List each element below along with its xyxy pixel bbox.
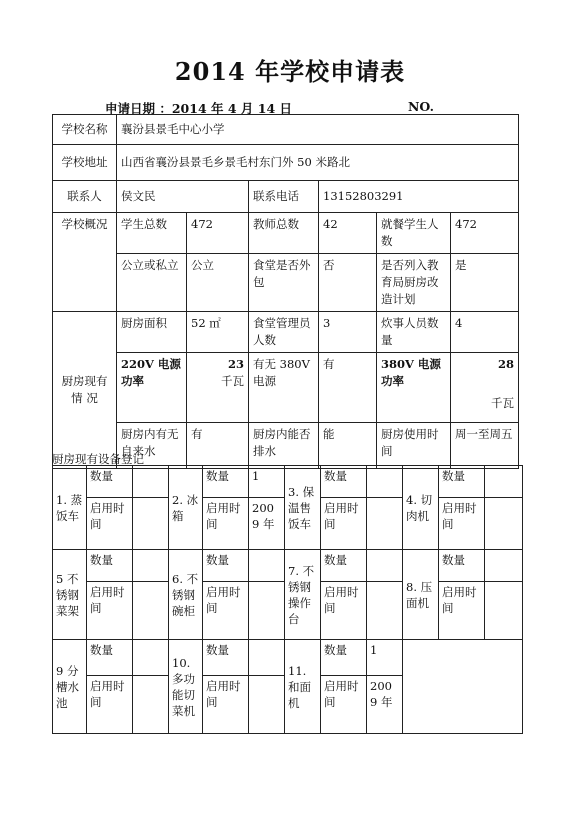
- power380-cell: [451, 353, 519, 423]
- start-label: 启用时间: [321, 582, 367, 640]
- start-label: 启用时间: [87, 676, 133, 734]
- students-label: 学生总数: [117, 213, 187, 254]
- power220-label-text: 220V 电源功率: [121, 357, 181, 388]
- qty-value: [133, 466, 169, 498]
- school-address-label: 学校地址: [53, 145, 117, 181]
- cooks-value: 4: [451, 312, 519, 353]
- equipment-name: 9 分槽水池: [53, 640, 87, 734]
- area-label: 厨房面积: [117, 312, 187, 353]
- equipment-name: 2. 冰箱: [169, 466, 203, 550]
- power380-value: 28: [497, 357, 514, 371]
- qty-label: 数量: [203, 550, 249, 582]
- qty-value: [485, 466, 523, 498]
- qty-value: [249, 640, 285, 676]
- qty-value: [367, 550, 403, 582]
- phone-label: 联系电话: [249, 181, 319, 213]
- usage-value: 周一至周五: [451, 423, 519, 469]
- start-label: 启用时间: [321, 498, 367, 550]
- qty-value: [133, 640, 169, 676]
- usage-label: 厨房使用时间: [377, 423, 451, 469]
- qty-label: 数量: [203, 640, 249, 676]
- date-value: 2014 年 4 月 14 日: [171, 101, 293, 116]
- date-label: 申请日期 ：: [105, 101, 172, 116]
- start-value: [133, 498, 169, 550]
- dining-label: 就餐学生人数: [377, 213, 451, 254]
- school-info-table: [52, 114, 519, 469]
- equipment-name: 5 不锈钢菜架: [53, 550, 87, 640]
- start-label: 启用时间: [203, 582, 249, 640]
- water-label: 厨房内有无自来水: [117, 423, 187, 469]
- start-label: 启用时间: [87, 582, 133, 640]
- equipment-name: 10.多功能切菜机: [169, 640, 203, 734]
- equipment-name: 8. 压面机: [403, 550, 439, 640]
- equipment-name: 4. 切肉机: [403, 466, 439, 550]
- form-number-label: NO.: [408, 99, 434, 114]
- drain-value: 能: [319, 423, 377, 469]
- start-label: 启用时间: [203, 676, 249, 734]
- dining-value: 472: [451, 213, 519, 254]
- kitchen-section-label: 厨房现有情 况: [53, 312, 117, 469]
- contact-label: 联系人: [53, 181, 117, 213]
- start-value: [367, 582, 403, 640]
- form-title: 2014 年学校申请表: [174, 57, 406, 86]
- qty-label: 数量: [203, 466, 249, 498]
- empty-cell: [403, 640, 523, 734]
- school-name-label: 学校名称: [53, 115, 117, 145]
- start-label: 启用时间: [87, 498, 133, 550]
- qty-label: 数量: [87, 550, 133, 582]
- equipment-name: 1. 蒸饭车: [53, 466, 87, 550]
- equipment-section-label: 厨房现有设备登记: [52, 452, 144, 466]
- qty-value: [367, 466, 403, 498]
- outsourced-label: 食堂是否外包: [249, 254, 319, 312]
- overview-section-label: 学校概况: [53, 213, 117, 312]
- power380-label-text: 380V 电源功率: [381, 357, 441, 388]
- power380-unit: 千瓦: [491, 396, 514, 410]
- managers-label: 食堂管理员人数: [249, 312, 319, 353]
- qty-label: 数量: [321, 640, 367, 676]
- qty-label: 数量: [439, 466, 485, 498]
- start-label: 启用时间: [203, 498, 249, 550]
- start-value: [367, 498, 403, 550]
- equipment-name: 3. 保温售饭车: [285, 466, 321, 550]
- area-value: 52 ㎡: [187, 312, 249, 353]
- water-value: 有: [187, 423, 249, 469]
- start-value: [249, 676, 285, 734]
- phone-value: 13152803291: [319, 181, 519, 213]
- start-label: 启用时间: [321, 676, 367, 734]
- start-value: [133, 582, 169, 640]
- equipment-name: 7. 不锈钢操作台: [285, 550, 321, 640]
- plan-label: 是否列入教育局厨房改造计划: [377, 254, 451, 312]
- start-value: 2009 年: [367, 676, 403, 734]
- teachers-value: 42: [319, 213, 377, 254]
- start-value: [485, 582, 523, 640]
- public-value: 公立: [187, 254, 249, 312]
- students-value: 472: [187, 213, 249, 254]
- equipment-table: [52, 465, 523, 734]
- qty-value: [485, 550, 523, 582]
- public-label: 公立或私立: [117, 254, 187, 312]
- qty-label: 数量: [87, 640, 133, 676]
- drain-label: 厨房内能否排水: [249, 423, 319, 469]
- has380-value: 有: [319, 353, 377, 423]
- qty-label: 数量: [87, 466, 133, 498]
- start-label: 启用时间: [439, 582, 485, 640]
- qty-value: [133, 550, 169, 582]
- qty-value: [249, 550, 285, 582]
- contact-value: 侯文民: [117, 181, 249, 213]
- qty-value: 1: [367, 640, 403, 676]
- qty-label: 数量: [321, 466, 367, 498]
- power220-value: 23: [227, 357, 244, 371]
- managers-value: 3: [319, 312, 377, 353]
- qty-label: 数量: [321, 550, 367, 582]
- school-address-value: 山西省襄汾县景毛乡景毛村东门外 50 米路北: [117, 145, 519, 181]
- start-value: 2009 年: [249, 498, 285, 550]
- outsourced-value: 否: [319, 254, 377, 312]
- power220-label: [117, 353, 187, 423]
- start-value: [485, 498, 523, 550]
- power380-label: [377, 353, 451, 423]
- start-value: [249, 582, 285, 640]
- start-label: 启用时间: [439, 498, 485, 550]
- cooks-label: 炊事人员数量: [377, 312, 451, 353]
- power220-cell: [187, 353, 249, 423]
- power220-unit: 千瓦: [221, 374, 244, 388]
- plan-value: 是: [451, 254, 519, 312]
- equipment-name: 6. 不锈钢碗柜: [169, 550, 203, 640]
- qty-label: 数量: [439, 550, 485, 582]
- qty-value: 1: [249, 466, 285, 498]
- equipment-name: 11.和面机: [285, 640, 321, 734]
- school-name-value: 襄汾县景毛中心小学: [117, 115, 519, 145]
- has380-label: 有无 380V 电源: [249, 353, 319, 423]
- teachers-label: 教师总数: [249, 213, 319, 254]
- start-value: [133, 676, 169, 734]
